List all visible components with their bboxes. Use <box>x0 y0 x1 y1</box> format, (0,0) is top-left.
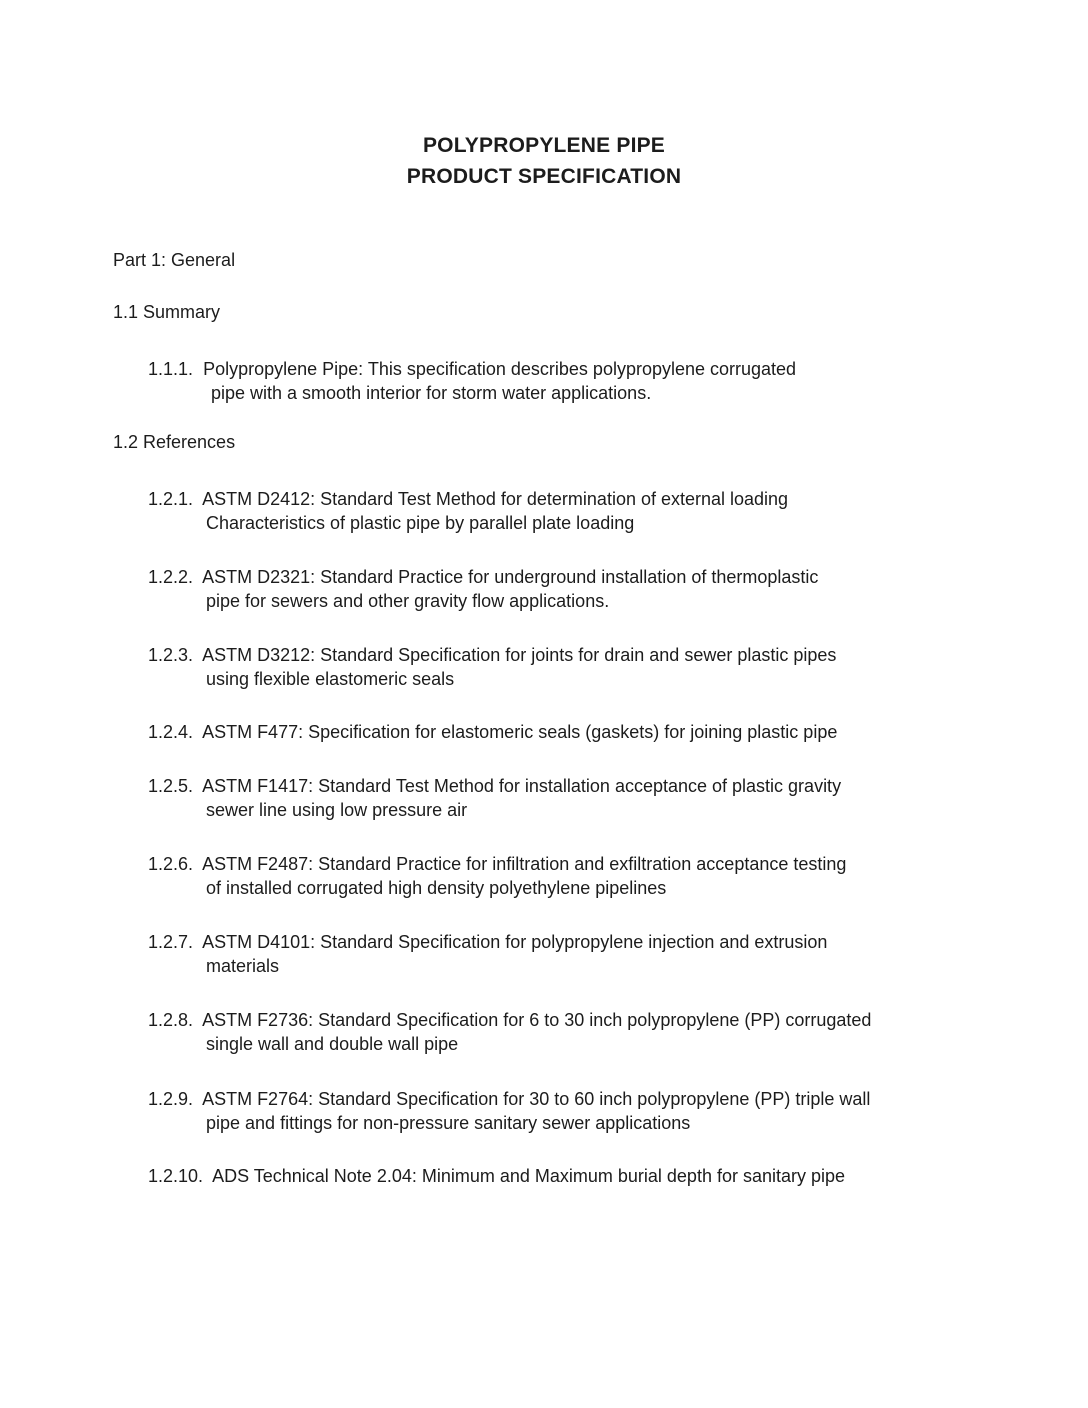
item-number: 1.2.9. <box>148 1089 194 1109</box>
section-heading-summary: 1.1 Summary <box>113 302 221 322</box>
item-text-line-2: of installed corrugated high density polyethylene pipelines <box>206 878 667 898</box>
section-heading-references: 1.2 References <box>113 432 236 452</box>
list-item-1-2-1 <box>148 487 948 535</box>
list-item-1-2-4 <box>148 720 948 744</box>
item-number: 1.2.7. <box>148 932 194 952</box>
item-text-line-2: pipe for sewers and other gravity flow applications. <box>206 591 610 611</box>
list-item-1-2-2 <box>148 565 948 613</box>
list-item-1-2-9 <box>148 1087 948 1135</box>
list-item-1-1-1 <box>148 357 948 405</box>
list-item-1-2-5 <box>148 774 948 822</box>
item-text-line-1: ASTM F2487: Standard Practice for infiltration and exfiltration acceptance testing <box>202 854 847 874</box>
list-item-1-2-8 <box>148 1008 948 1056</box>
item-text-line-1: ASTM D2321: Standard Practice for underground installation of thermoplastic <box>202 567 819 587</box>
item-text-line-1: ASTM D4101: Standard Specification for polypropylene injection and extrusion <box>202 932 828 952</box>
item-number: 1.1.1. <box>148 359 194 379</box>
title-line-2: PRODUCT SPECIFICATION <box>406 165 682 188</box>
item-number: 1.2.3. <box>148 645 194 665</box>
item-text-line-2: using flexible elastomeric seals <box>206 669 455 689</box>
item-text-line-1: ASTM D3212: Standard Specification for joints for drain and sewer plastic pipes <box>202 645 837 665</box>
item-text-line-1: ASTM F477: Specification for elastomeric seals (gaskets) for joining plastic pipe <box>202 722 838 742</box>
item-text-line-1: ASTM F2736: Standard Specification for 6 to 30 inch polypropylene (PP) corrugated <box>202 1010 872 1030</box>
item-number: 1.2.5. <box>148 776 194 796</box>
item-text-line-1: Polypropylene Pipe: This specification describes polypropylene corrugated <box>203 359 797 379</box>
list-item-1-2-7 <box>148 930 948 978</box>
item-number: 1.2.10. <box>148 1166 204 1186</box>
item-number: 1.2.6. <box>148 854 194 874</box>
item-text-line-2: single wall and double wall pipe <box>206 1034 459 1054</box>
list-item-1-2-6 <box>148 852 948 900</box>
item-text-line-2: Characteristics of plastic pipe by parallel plate loading <box>206 513 635 533</box>
item-text-line-2: pipe with a smooth interior for storm water applications. <box>211 383 652 403</box>
item-text-line-2: sewer line using low pressure air <box>206 800 468 820</box>
item-text-line-2: materials <box>206 956 280 976</box>
item-text-line-1: ASTM F1417: Standard Test Method for installation acceptance of plastic gravity <box>202 776 842 796</box>
item-text-line-2: pipe and fittings for non-pressure sanitary sewer applications <box>206 1113 691 1133</box>
title-line-1: POLYPROPYLENE PIPE <box>422 134 666 157</box>
item-number: 1.2.4. <box>148 722 194 742</box>
document-title <box>0 130 1088 192</box>
part-heading: Part 1: General <box>113 250 236 270</box>
list-item-1-2-3 <box>148 643 948 691</box>
item-text-line-1: ADS Technical Note 2.04: Minimum and Maximum burial depth for sanitary pipe <box>212 1166 846 1186</box>
item-number: 1.2.2. <box>148 567 194 587</box>
item-text-line-1: ASTM D2412: Standard Test Method for determination of external loading <box>202 489 789 509</box>
item-number: 1.2.1. <box>148 489 194 509</box>
item-number: 1.2.8. <box>148 1010 194 1030</box>
item-text-line-1: ASTM F2764: Standard Specification for 30 to 60 inch polypropylene (PP) triple wall <box>202 1089 871 1109</box>
list-item-1-2-10 <box>148 1164 948 1188</box>
